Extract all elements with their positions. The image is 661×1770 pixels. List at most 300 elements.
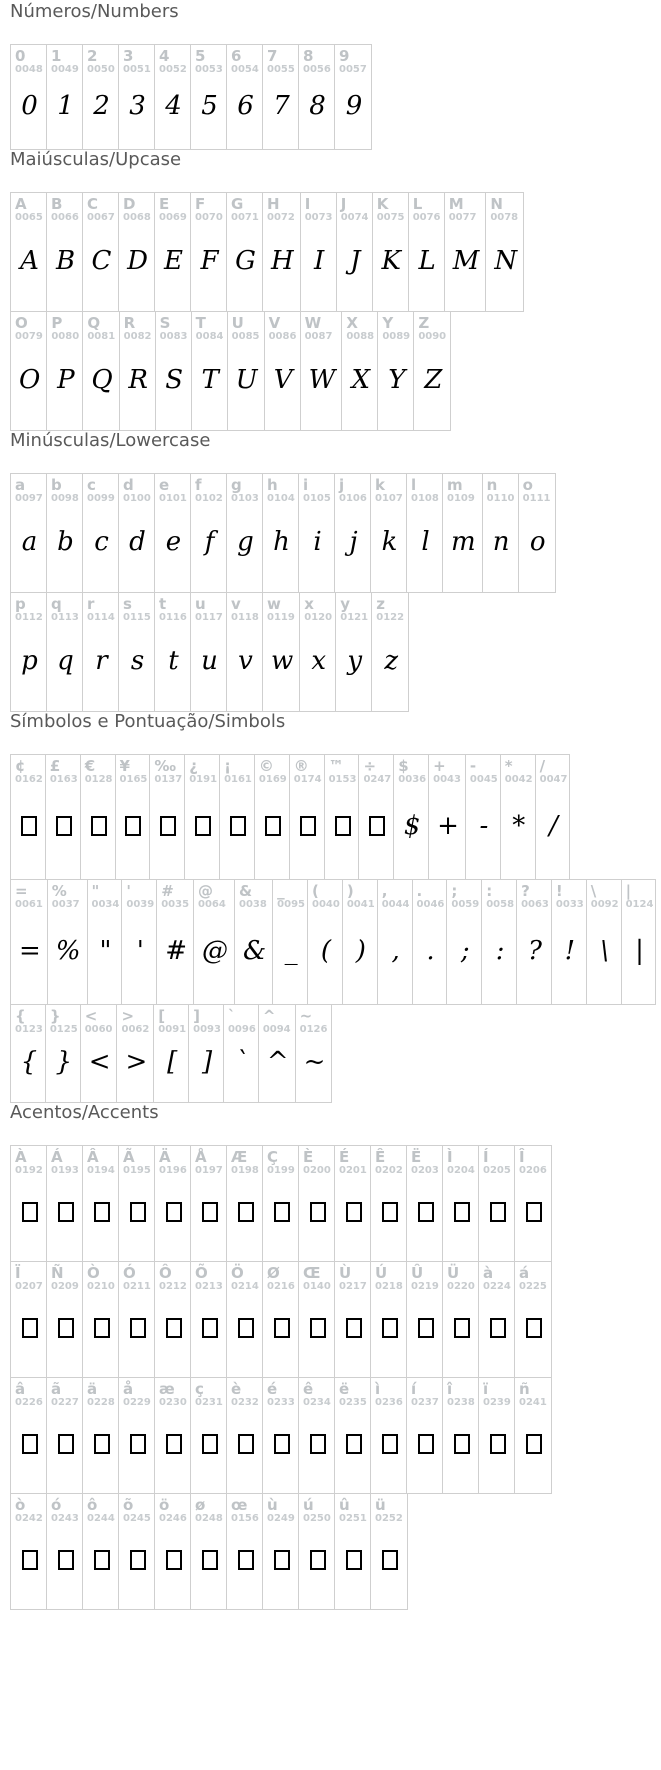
cell-unicode-code: 0046 [416,899,445,910]
cell-char-label: è [231,1380,242,1398]
cell-unicode-code: 0034 [91,899,120,910]
glyph-table-row [10,1005,661,1103]
handwritten-glyph: 0 [21,90,38,121]
cell-char-label: Ö [231,1264,244,1282]
cell-unicode-code: 0105 [303,493,331,504]
cell-unicode-code: 0193 [51,1165,79,1176]
handwritten-glyph: F [200,245,219,276]
cell-unicode-code: 0082 [123,331,152,342]
cell-unicode-code: 0251 [339,1513,367,1524]
glyph-cell [11,755,46,879]
cell-unicode-code: 0199 [267,1165,295,1176]
cell-char-label: " [91,882,100,900]
cell-unicode-code: 0202 [375,1165,403,1176]
tofu-box-icon [335,816,351,836]
cell-unicode-code: 0140 [303,1281,331,1292]
handwritten-glyph: & [243,935,267,966]
tofu-box-icon [382,1202,398,1222]
handwritten-glyph: f [204,526,215,557]
glyph-row [10,44,372,150]
cell-unicode-code: 0245 [123,1513,151,1524]
glyph-cell [447,880,482,1004]
handwritten-glyph: w [271,645,294,676]
glyph-cell [394,755,429,879]
handwritten-glyph: - [479,810,489,841]
handwritten-glyph: r [95,645,108,676]
missing-glyph-box [224,786,252,879]
cell-char-label: w [267,595,281,613]
cell-unicode-code: 0153 [328,774,357,785]
tofu-box-icon [238,1318,254,1338]
tofu-box-icon [310,1550,326,1570]
glyph-cell [443,474,483,592]
handwritten-glyph: K [381,245,401,276]
glyph-cell [482,880,517,1004]
cell-unicode-code: 0122 [376,612,405,623]
glyph-table-row [10,192,661,312]
cell-unicode-code: 0109 [447,493,475,504]
cell-unicode-code: 0099 [87,493,115,504]
cell-char-label: Ò [87,1264,100,1282]
glyph-cell [227,193,263,311]
cell-unicode-code: 0106 [339,493,367,504]
handwritten-glyph: W [308,364,336,395]
handwritten-glyph: | [635,935,644,966]
missing-glyph-box [231,1409,260,1493]
glyph-cell [335,1378,371,1493]
missing-glyph-box [51,1409,80,1493]
cell-char-label: È [303,1148,314,1166]
cell-unicode-code: 0063 [521,899,549,910]
glyph-cell [155,1494,191,1609]
glyph-cell [46,1005,81,1102]
cell-unicode-code: 0045 [469,774,498,785]
glyph-cell [515,1146,551,1261]
cell-char-label: e [159,476,170,494]
cell-char-label: U [231,314,244,332]
cell-char-label: % [51,882,67,900]
missing-glyph-box [294,786,322,879]
glyph-cell [519,474,555,592]
cell-char-label: * [504,757,513,775]
section-title-uppercase: Maiúsculas/Upcase [10,149,182,170]
cell-unicode-code: 0161 [224,774,252,785]
cell-char-label: M [448,195,464,213]
cell-char-label: Æ [231,1148,248,1166]
glyph-cell [335,1494,371,1609]
handwritten-glyph: T [201,364,219,395]
tofu-box-icon [91,816,107,836]
missing-glyph-box [195,1177,224,1261]
glyph-cell [191,193,227,311]
tofu-box-icon [160,816,176,836]
handwritten-glyph: A [20,245,39,276]
tofu-box-icon [238,1202,254,1222]
missing-glyph-box [120,786,148,879]
tofu-box-icon [230,816,246,836]
cell-unicode-code: 0101 [159,493,187,504]
cell-char-label: L [412,195,423,213]
cell-char-label: S [159,314,171,332]
cell-char-label: - [469,757,477,775]
cell-unicode-code: 0124 [625,899,654,910]
cell-char-label: W [304,314,322,332]
handwritten-glyph: " [99,935,112,966]
tofu-box-icon [202,1202,218,1222]
cell-char-label: x [304,595,314,613]
tofu-box-icon [202,1318,218,1338]
glyph-row [10,592,409,712]
handwritten-glyph: g [237,526,254,557]
cell-char-label: # [161,882,174,900]
cell-char-label: ö [159,1496,170,1514]
handwritten-glyph: P [57,364,75,395]
cell-char-label: Û [411,1264,424,1282]
cell-unicode-code: 0098 [51,493,79,504]
cell-unicode-code: 0051 [123,64,151,75]
glyph-cell [11,1005,46,1102]
cell-char-label: ï [483,1380,489,1398]
glyph-cell [194,880,235,1004]
cell-unicode-code: 0049 [51,64,79,75]
cell-char-label: t [159,595,167,613]
handwritten-glyph: ? [528,935,542,966]
cell-unicode-code: 0119 [267,612,295,623]
glyph-cell [154,1005,189,1102]
glyph-cell [116,755,151,879]
glyph-cell [479,1146,515,1261]
tofu-box-icon [310,1202,326,1222]
cell-unicode-code: 0163 [49,774,78,785]
cell-unicode-code: 0204 [447,1165,475,1176]
cell-char-label: C [87,195,99,213]
handwritten-glyph: m [451,526,476,557]
cell-char-label: I [304,195,311,213]
cell-unicode-code: 0224 [483,1281,511,1292]
cell-char-label: c [87,476,96,494]
glyph-cell [359,755,394,879]
missing-glyph-box [303,1293,332,1377]
cell-unicode-code: 0128 [84,774,113,785]
glyph-table-row [10,1494,661,1610]
cell-char-label: â [15,1380,26,1398]
cell-char-label: Í [483,1148,489,1166]
glyph-table-accents [10,1145,661,1610]
glyph-cell [371,1378,407,1493]
cell-char-label: ü [375,1496,386,1514]
tofu-box-icon [274,1318,290,1338]
cell-char-label: à [483,1264,494,1282]
glyph-cell [191,593,227,711]
cell-char-label: @ [198,882,213,900]
glyph-cell [479,1262,515,1377]
cell-unicode-code: 0203 [411,1165,439,1176]
tofu-box-icon [22,1202,38,1222]
glyph-cell [119,45,155,149]
cell-char-label: 3 [123,47,134,65]
glyph-table-row [10,754,661,880]
glyph-cell [155,593,191,711]
handwritten-glyph: O [19,364,41,395]
glyph-cell [515,1262,551,1377]
handwritten-glyph: ! [564,935,576,966]
handwritten-glyph: v [238,645,253,676]
cell-unicode-code: 0230 [159,1397,187,1408]
cell-char-label: ã [51,1380,62,1398]
missing-glyph-box [483,1177,512,1261]
missing-glyph-box [519,1409,549,1493]
glyph-cell [378,880,413,1004]
missing-glyph-box [303,1525,332,1609]
cell-unicode-code: 0250 [303,1513,331,1524]
glyph-cell [47,45,83,149]
glyph-row [10,1004,332,1103]
handwritten-glyph: / [549,810,558,841]
cell-char-label: F [195,195,206,213]
cell-unicode-code: 0038 [239,899,267,910]
glyph-cell [83,45,119,149]
glyph-cell [191,1494,227,1609]
missing-glyph-box [411,1293,440,1377]
glyph-row [10,311,451,431]
glyph-cell [290,755,325,879]
cell-unicode-code: 0075 [376,212,405,223]
missing-glyph-box [339,1525,368,1609]
cell-unicode-code: 0174 [293,774,322,785]
cell-unicode-code: 0076 [412,212,441,223]
missing-glyph-box [15,1293,44,1377]
glyph-cell [119,593,155,711]
cell-unicode-code: 0102 [195,493,223,504]
cell-unicode-code: 0192 [15,1165,43,1176]
glyph-cell [150,755,185,879]
tofu-box-icon [238,1434,254,1454]
cell-unicode-code: 0039 [126,899,155,910]
cell-unicode-code: 0234 [303,1397,331,1408]
tofu-box-icon [94,1202,110,1222]
cell-char-label: \ [590,882,597,900]
missing-glyph-box [339,1409,368,1493]
cell-unicode-code: 0243 [51,1513,79,1524]
cell-char-label: 9 [339,47,350,65]
missing-glyph-box [15,1177,44,1261]
glyph-cell [517,880,552,1004]
missing-glyph-box [15,1525,44,1609]
cell-unicode-code: 0043 [433,774,461,785]
handwritten-glyph: + [437,810,459,841]
cell-unicode-code: 0072 [267,212,295,223]
glyph-cell [622,880,656,1004]
cell-char-label: © [258,757,274,775]
cell-unicode-code: 0212 [159,1281,187,1292]
cell-unicode-code: 0248 [195,1513,223,1524]
glyph-cell [325,755,360,879]
handwritten-glyph: , [391,935,400,966]
cell-unicode-code: 0059 [451,899,480,910]
cell-char-label: ¡ [224,757,231,775]
tofu-box-icon [166,1202,182,1222]
glyph-cell [378,312,414,430]
tofu-box-icon [300,816,316,836]
tofu-box-icon [490,1318,506,1338]
cell-char-label: ; [451,882,458,900]
glyph-cell [11,193,47,311]
glyph-cell [191,1262,227,1377]
glyph-cell [587,880,622,1004]
glyph-cell [373,193,409,311]
missing-glyph-box [519,1293,549,1377]
cell-unicode-code: 0246 [159,1513,187,1524]
cell-char-label: d [123,476,134,494]
missing-glyph-box [154,786,182,879]
handwritten-glyph: : [495,935,505,966]
cell-unicode-code: 0156 [231,1513,259,1524]
cell-unicode-code: 0079 [15,331,43,342]
tofu-box-icon [418,1434,434,1454]
section-numbers [10,2,661,150]
glyph-cell [83,312,119,430]
cell-unicode-code: 0113 [51,612,79,623]
cell-unicode-code: 0205 [483,1165,511,1176]
glyph-cell [220,755,255,879]
handwritten-glyph: e [165,526,182,557]
cell-char-label: É [339,1148,350,1166]
handwritten-glyph: ^ [266,1047,289,1077]
cell-char-label: Ì [447,1148,453,1166]
glyph-cell [11,45,47,149]
glyph-cell [155,1262,191,1377]
tofu-box-icon [382,1434,398,1454]
cell-char-label: Z [418,314,430,332]
cell-unicode-code: 0231 [195,1397,223,1408]
section-title-lowercase: Minúsculas/Lowercase [10,430,211,451]
glyph-table-lowercase [10,473,661,712]
cell-char-label: Q [87,314,101,332]
cell-char-label: 6 [231,47,242,65]
missing-glyph-box [51,1177,80,1261]
missing-glyph-box [189,786,217,879]
glyph-row [10,473,556,593]
handwritten-glyph: G [235,245,256,276]
cell-unicode-code: 0112 [15,612,43,623]
cell-unicode-code: 0092 [590,899,619,910]
glyph-cell [407,474,443,592]
cell-char-label: û [339,1496,350,1514]
cell-char-label: 4 [159,47,170,65]
tofu-box-icon [526,1202,542,1222]
cell-unicode-code: 0118 [231,612,259,623]
tofu-box-icon [22,1550,38,1570]
cell-unicode-code: 0200 [303,1165,331,1176]
glyph-row [10,1145,552,1262]
missing-glyph-box [15,1409,44,1493]
cell-char-label: ™ [328,757,344,775]
cell-unicode-code: 0085 [231,331,260,342]
glyph-cell [47,312,83,430]
section-title-symbols: Símbolos e Pontuação/Simbols [10,711,286,732]
handwritten-glyph: \ [600,935,610,966]
cell-unicode-code: 0077 [448,212,477,223]
glyph-table-row [10,473,661,593]
handwritten-glyph: Z [424,364,443,395]
missing-glyph-box [363,786,391,879]
tofu-box-icon [58,1202,74,1222]
handwritten-glyph: H [271,245,294,276]
cell-char-label: ® [293,757,309,775]
glyph-cell [483,474,519,592]
cell-char-label: õ [123,1496,134,1514]
cell-unicode-code: 0196 [159,1165,187,1176]
missing-glyph-box [375,1525,405,1609]
handwritten-glyph: s [130,645,145,676]
handwritten-glyph: C [91,245,112,276]
handwritten-glyph: N [494,245,518,276]
cell-char-label: X [346,314,358,332]
missing-glyph-box [159,1293,188,1377]
glyph-table-row [10,44,661,150]
cell-unicode-code: 0126 [299,1024,328,1035]
glyph-cell [119,1378,155,1493]
cell-char-label: J [340,195,347,213]
glyph-cell [48,880,88,1004]
handwritten-glyph: k [381,526,398,557]
cell-unicode-code: 0078 [490,212,519,223]
glyph-cell [299,1494,335,1609]
cell-unicode-code: 0067 [87,212,115,223]
cell-unicode-code: 0209 [51,1281,79,1292]
cell-unicode-code: 0074 [340,212,369,223]
cell-unicode-code: 0125 [49,1024,78,1035]
cell-unicode-code: 0060 [84,1024,113,1035]
cell-char-label: Ê [375,1148,386,1166]
cell-unicode-code: 0061 [15,899,43,910]
cell-char-label: | [625,882,632,900]
missing-glyph-box [87,1177,116,1261]
cell-unicode-code: 0071 [231,212,259,223]
glyph-cell [342,312,378,430]
cell-unicode-code: 0095 [277,899,305,910]
glyph-cell [536,755,570,879]
cell-unicode-code: 0103 [231,493,259,504]
section-symbols [10,712,661,1103]
cell-unicode-code: 0108 [411,493,439,504]
missing-glyph-box [267,1525,296,1609]
handwritten-glyph: X [351,364,371,395]
cell-char-label: l [411,476,417,494]
cell-unicode-code: 0033 [555,899,584,910]
glyph-cell [11,880,48,1004]
glyph-cell [301,312,343,430]
handwritten-glyph: . [426,935,435,966]
glyph-cell [224,1005,259,1102]
glyph-cell [191,1146,227,1261]
handwritten-glyph: B [55,245,76,276]
cell-unicode-code: 0083 [159,331,188,342]
cell-char-label: ¢ [15,757,26,775]
glyph-cell [263,1378,299,1493]
glyph-cell [371,474,407,592]
tofu-box-icon [418,1318,434,1338]
handwritten-glyph: o [529,526,546,557]
handwritten-glyph: 4 [165,90,182,121]
missing-glyph-box [375,1409,404,1493]
glyph-cell [122,880,157,1004]
cell-unicode-code: 0111 [522,493,551,504]
section-uppercase [10,150,661,431]
cell-char-label: [ [158,1007,166,1025]
cell-unicode-code: 0069 [159,212,187,223]
glyph-cell [227,474,263,592]
